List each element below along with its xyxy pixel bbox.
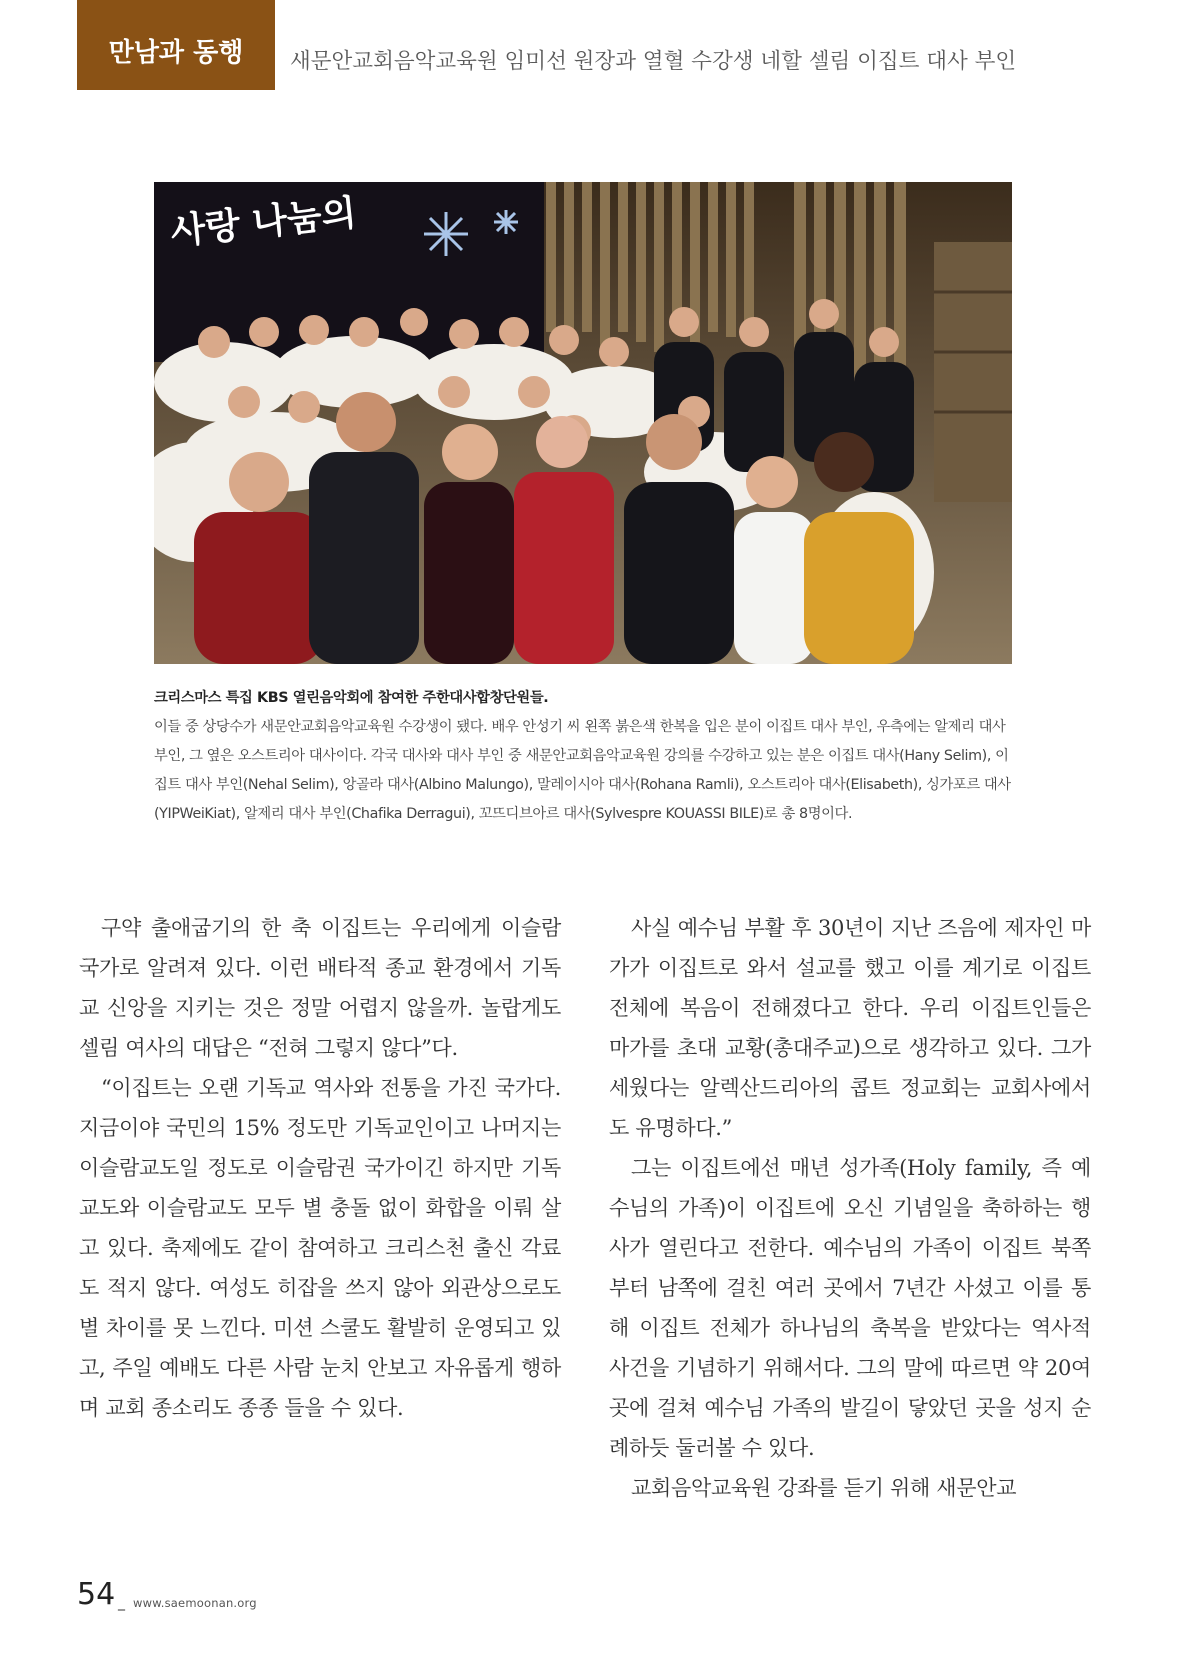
choir-group-photo bbox=[154, 182, 1012, 664]
photo-caption bbox=[154, 684, 1014, 829]
article-subtitle: 새문안교회음악교육원 임미선 원장과 열혈 수강생 네할 셀림 이집트 대사 부인 bbox=[290, 49, 1017, 74]
paragraph: 구약 출애굽기의 한 축 이집트는 우리에게 이슬람 국가로 알려져 있다. 이런 배타적 종교 환경에서 기독교 신앙을 지키는 것은 정말 어렵지 않을까. 놀랍게도 셀림 여사의 대답은 “전혀 그렇지 않다”다. bbox=[79, 916, 561, 1060]
banner-text: 사랑 나눔의 bbox=[168, 191, 359, 253]
paragraph: 교회음악교육원 강좌를 듣기 위해 새문안교 bbox=[631, 1476, 1017, 1500]
article-left-column bbox=[79, 908, 561, 1428]
paragraph: “이집트는 오랜 기독교 역사와 전통을 가진 국가다. 지금이야 국민의 15% 정도만 기독교인이고 나머지는 이슬람교도일 정도로 이슬람권 국가이긴 하지만 기독교도와 이슬람교도 모두 별 충돌 없이 화합을 이뤄 살고 있다. 축제에도 같이 참여하고 크리스천 출신 각료도 적지 않다. 여성도 히잡을 쓰지 않아 외관상으로도 별 차이를 못 느낀다. 미션 스쿨도 활발히 운영되고 있고, 주일 예배도 다른 사람 눈치 안보고 자유롭게 행하며 교회 종소리도 종종 들을 수 있다. bbox=[79, 1076, 561, 1420]
paragraph: 그는 이집트에선 매년 성가족(Holy family, 즉 예수님의 가족)이 이집트에 오신 기념일을 축하하는 행사가 열린다고 전한다. 예수님의 가족이 이집트 북쪽부터 남쪽에 걸친 여러 곳에서 7년간 사셨고 이를 통해 이집트 전체가 하나님의 축복을 받았다는 역사적 사건을 기념하기 위해서다. 그의 말에 따르면 약 20여 곳에 걸쳐 예수님 가족의 발길이 닿았던 곳을 성지 순례하듯 둘러볼 수 있다. bbox=[609, 1156, 1091, 1460]
article-right-column bbox=[609, 908, 1091, 1508]
website-url: www.saemoonan.org bbox=[133, 1596, 257, 1610]
caption-text: 이들 중 상당수가 새문안교회음악교육원 수강생이 됐다. 배우 안성기 씨 왼쪽 붉은색 한복을 입은 분이 이집트 대사 부인, 우측에는 알제리 대사 부인, 그 옆은 오스트리아 대사이다. 각국 대사와 대사 부인 중 새문안교회음악교육원 강의를 수강하고 있는 분은 이집트 대사(Hany Selim), 이집트 대사 부인(Nehal Selim), 앙골라 대사(Albino Malungo), 말레이시아 대사(Rohana Ramli), 오스트리아 대사(Elisabeth), 싱가포르 대사(YIPWeiKiat), 알제리 대사 부인(Chafika Derragui), 꼬뜨디브아르 대사(Sylvespre KOUASSI BILE)로 총 8명이다. bbox=[154, 719, 1011, 822]
section-label: 만남과 동행 bbox=[77, 0, 275, 90]
footer-separator: _ bbox=[118, 1595, 125, 1611]
caption-title: 크리스마스 특집 KBS 열린음악회에 참여한 주한대사합창단원들. bbox=[154, 690, 549, 706]
page-number: 54 bbox=[77, 1577, 116, 1612]
paragraph: 사실 예수님 부활 후 30년이 지난 즈음에 제자인 마가가 이집트로 와서 설교를 했고 이를 계기로 이집트 전체에 복음이 전해졌다고 한다. 우리 이집트인들은 마가를 초대 교황(총대주교)으로 생각하고 있다. 그가 세웠다는 알렉산드리아의 콥트 정교회는 교회사에서도 유명하다.” bbox=[609, 916, 1091, 1140]
